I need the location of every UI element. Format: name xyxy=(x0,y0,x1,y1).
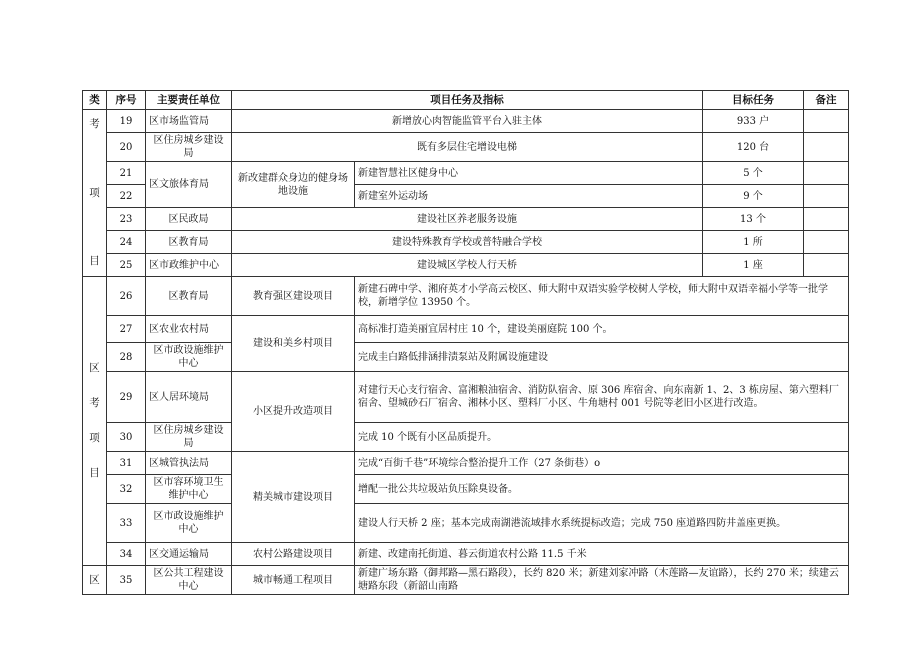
row-unit: 区住房城乡建设局 xyxy=(146,133,232,162)
table-row xyxy=(83,277,849,316)
row-number: 31 xyxy=(107,452,146,475)
table-row xyxy=(83,316,849,343)
table-row xyxy=(83,566,849,595)
row-number: 29 xyxy=(107,372,146,423)
table-row xyxy=(83,254,849,277)
row-number: 35 xyxy=(107,566,146,595)
row-target: 9 个 xyxy=(703,185,804,208)
table-row xyxy=(83,231,849,254)
row-task: 完成“百街千巷”环境综合整治提升工作（27 条街巷）o xyxy=(355,452,849,475)
header-target: 目标任务 xyxy=(703,91,804,110)
category-char: 考 xyxy=(89,397,100,409)
row-unit: 区市政设施维护中心 xyxy=(146,343,232,372)
table-row xyxy=(83,475,849,504)
row-task: 建设人行天桥 2 座；基本完成南湖港流域排水系统提标改造；完成 750 座道路四防井盖座更换。 xyxy=(355,504,849,543)
row-task: 新建室外运动场 xyxy=(355,185,703,208)
category-cell-3: 区 xyxy=(83,566,107,595)
row-group: 城市畅通工程项目 xyxy=(232,566,355,595)
row-number: 22 xyxy=(107,185,146,208)
row-unit: 区市场监管局 xyxy=(146,110,232,133)
row-task: 新建、改建南托街道、暮云街道农村公路 11.5 千米 xyxy=(355,543,849,566)
table-row xyxy=(83,162,849,185)
table-row xyxy=(83,423,849,452)
row-number: 25 xyxy=(107,254,146,277)
row-task: 完成 10 个既有小区品质提升。 xyxy=(355,423,849,452)
row-unit: 区市政设施维护中心 xyxy=(146,504,232,543)
row-number: 30 xyxy=(107,423,146,452)
row-unit: 区市容环境卫生维护中心 xyxy=(146,475,232,504)
row-target: 1 座 xyxy=(703,254,804,277)
row-unit: 区教育局 xyxy=(146,231,232,254)
row-unit: 区教育局 xyxy=(146,277,232,316)
category-char: 项 xyxy=(89,432,100,444)
row-unit: 区住房城乡建设局 xyxy=(146,423,232,452)
row-group: 教育强区建设项目 xyxy=(232,277,355,316)
table-row xyxy=(83,504,849,543)
project-table xyxy=(82,90,849,595)
row-task: 新建广场东路（御邦路—黑石路段），长约 820 米；新建刘家冲路（木莲路—友谊路），长约 270 米；续建云塘路东段（新韶山南路 xyxy=(355,566,849,595)
row-note xyxy=(804,185,849,208)
row-number: 32 xyxy=(107,475,146,504)
category-cell-1 xyxy=(83,110,107,277)
category-cell-2 xyxy=(83,277,107,566)
header-unit: 主要责任单位 xyxy=(146,91,232,110)
row-task: 完成圭白路低排涵排渍泵站及附属设施建设 xyxy=(355,343,849,372)
row-task: 新建石碑中学、湘府英才小学高云校区、师大附中双语实验学校树人学校，师大附中双语幸福小学等一批学校，新增学位 13950 个。 xyxy=(355,277,849,316)
row-unit: 区民政局 xyxy=(146,208,232,231)
row-target: 1 所 xyxy=(703,231,804,254)
row-unit: 区公共工程建设中心 xyxy=(146,566,232,595)
row-task: 既有多层住宅增设电梯 xyxy=(232,133,703,162)
category-char: 区 xyxy=(89,362,100,374)
category-char: 目 xyxy=(89,255,100,267)
table-row xyxy=(83,343,849,372)
row-task: 增配一批公共垃圾站负压除臭设备。 xyxy=(355,475,849,504)
row-number: 20 xyxy=(107,133,146,162)
row-unit: 区农业农村局 xyxy=(146,316,232,343)
row-task: 对建行天心支行宿舍、富湘粮油宿舍、消防队宿舍、原 306 库宿舍、向东南新 1、2、3 栋房屋、第六塑料厂宿舍、望城砂石厂宿舍、湘林小区、塑料厂小区、牛角塘村 001 号院等老旧小区进行改造。 xyxy=(355,372,849,423)
row-task: 建设社区养老服务设施 xyxy=(232,208,703,231)
row-note xyxy=(804,110,849,133)
table-row xyxy=(83,372,849,423)
row-task: 建设城区学校人行天桥 xyxy=(232,254,703,277)
row-note xyxy=(804,133,849,162)
row-unit: 区文旅体育局 xyxy=(146,162,232,208)
table-row xyxy=(83,133,849,162)
category-char: 考 xyxy=(89,118,100,130)
category-char: 项 xyxy=(89,186,100,199)
row-task: 高标准打造美丽宜居村庄 10 个，建设美丽庭院 100 个。 xyxy=(355,316,849,343)
row-group: 小区提升改造项目 xyxy=(232,372,355,452)
row-note xyxy=(804,208,849,231)
row-unit: 区城管执法局 xyxy=(146,452,232,475)
row-unit: 区交通运输局 xyxy=(146,543,232,566)
row-note xyxy=(804,231,849,254)
table-row xyxy=(83,452,849,475)
row-number: 27 xyxy=(107,316,146,343)
row-task: 建设特殊教育学校或普特融合学校 xyxy=(232,231,703,254)
row-group: 精美城市建设项目 xyxy=(232,452,355,543)
row-group: 建设和美乡村项目 xyxy=(232,316,355,372)
row-unit: 区市政维护中心 xyxy=(146,254,232,277)
row-number: 21 xyxy=(107,162,146,185)
header-category: 类 xyxy=(83,91,107,110)
row-note xyxy=(804,254,849,277)
row-target: 933 户 xyxy=(703,110,804,133)
row-target: 5 个 xyxy=(703,162,804,185)
header-task: 项目任务及指标 xyxy=(232,91,703,110)
header-number: 序号 xyxy=(107,91,146,110)
row-group: 农村公路建设项目 xyxy=(232,543,355,566)
row-task: 新建智慧社区健身中心 xyxy=(355,162,703,185)
table-row xyxy=(83,208,849,231)
row-number: 33 xyxy=(107,504,146,543)
row-task: 新增放心肉智能监管平台入驻主体 xyxy=(232,110,703,133)
category-char: 目 xyxy=(89,467,100,479)
row-number: 28 xyxy=(107,343,146,372)
row-number: 19 xyxy=(107,110,146,133)
row-target: 13 个 xyxy=(703,208,804,231)
row-number: 34 xyxy=(107,543,146,566)
table-row xyxy=(83,543,849,566)
table-row xyxy=(83,110,849,133)
row-unit: 区人居环境局 xyxy=(146,372,232,423)
row-number: 26 xyxy=(107,277,146,316)
row-number: 24 xyxy=(107,231,146,254)
row-number: 23 xyxy=(107,208,146,231)
row-note xyxy=(804,162,849,185)
header-note: 备注 xyxy=(804,91,849,110)
row-group: 新改建群众身边的健身场地设施 xyxy=(232,162,355,208)
row-target: 120 台 xyxy=(703,133,804,162)
header-row xyxy=(83,91,849,110)
